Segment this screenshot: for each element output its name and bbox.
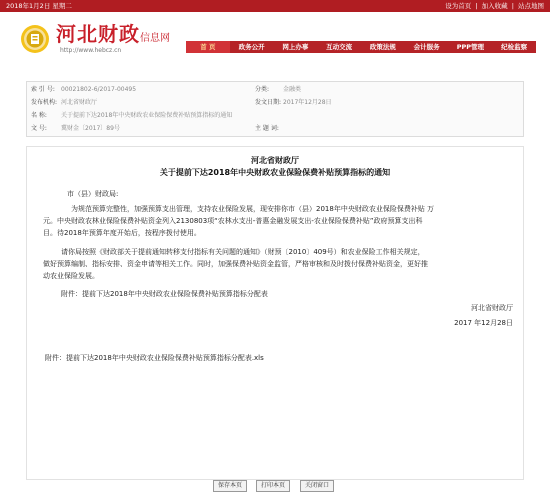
date-value: 2017年12月28日 <box>283 99 332 106</box>
current-date: 2018年1月2日 星期二 <box>6 2 72 10</box>
index-label: 索 引 号: <box>31 86 55 93</box>
sitemap-link[interactable]: 站点地图 <box>518 2 544 10</box>
close-window-button[interactable]: 关闭窗口 <box>300 480 334 492</box>
sign-date: 2017 年12月28日 <box>454 319 513 327</box>
article-title: 关于提前下达2018年中央财政农业保险保费补贴预算指标的通知 <box>159 168 391 177</box>
main-nav <box>186 41 536 53</box>
nav-item-home[interactable]: 首 页 <box>186 41 230 53</box>
set-homepage-link[interactable]: 设为首页 <box>445 2 472 10</box>
sign-organization: 河北省财政厅 <box>471 304 513 312</box>
add-favorite-link[interactable]: 加入收藏 <box>481 2 508 10</box>
top-bar <box>0 0 550 12</box>
meta-row <box>27 110 523 121</box>
meta-row <box>27 123 523 134</box>
page-actions <box>0 480 550 504</box>
site-name-main: 河北财政 <box>56 22 140 46</box>
paragraph-line: 为规范预算完整性，加强预算支出管理，支持农业保险发展，现安排你市（县）2018年中央财政农业保险保费补贴 万 <box>71 205 435 213</box>
article-body <box>26 146 524 480</box>
nav-item-accounting[interactable]: 会计服务 <box>413 43 440 51</box>
nav-item-ppp[interactable]: PPP管理 <box>456 43 485 51</box>
org-label: 发布机构: <box>31 99 58 106</box>
site-url: http://www.hebcz.cn <box>60 47 122 54</box>
meta-row <box>27 97 523 108</box>
index-value: 00021802-6/2017-00495 <box>61 86 137 93</box>
paragraph-line: 动农业保险发展。 <box>43 272 99 280</box>
save-page-button[interactable]: 保存本页 <box>213 480 247 492</box>
greeting: 市（县）财政局: <box>67 190 119 198</box>
category-value: 金融类 <box>283 86 302 93</box>
site-name-suffix: 信息网 <box>140 33 170 44</box>
date-label: 发文日期: <box>255 99 282 106</box>
attachment-note: 附件：提前下达2018年中央财政农业保险保费补贴预算指标分配表 <box>61 290 268 298</box>
nav-item-policies[interactable]: 政策法规 <box>369 43 396 51</box>
article-issuer-title: 河北省财政厅 <box>251 156 299 165</box>
document-meta-box <box>26 81 524 137</box>
site-logo-icon[interactable] <box>20 24 50 54</box>
category-label: 分类: <box>255 86 270 93</box>
paragraph-line: 做好预算编制、指标安排、资金申请等相关工作。同时，加强保费补贴资金监管，严格审核和及时拨付保费补贴资金，更好推 <box>43 260 428 268</box>
nav-item-online-services[interactable]: 网上办事 <box>282 43 309 51</box>
nav-item-discipline[interactable]: 纪检监察 <box>501 43 528 51</box>
site-header <box>0 12 550 64</box>
top-link-separator: | <box>511 2 514 10</box>
site-name[interactable] <box>56 23 170 50</box>
doc-number-label: 文 号: <box>31 125 47 132</box>
paragraph-line: 请你局按照《财政部关于提前通知转移支付指标有关问题的通知》（财预〔2010〕409号）和农业保险工作相关规定， <box>61 248 425 256</box>
paragraph-line: 目。待2018年预算年度开始后，按程序拨付使用。 <box>43 229 201 237</box>
doc-number-value: 冀财金〔2017〕89号 <box>61 125 120 132</box>
org-value: 河北省财政厅 <box>61 99 98 106</box>
meta-row <box>27 84 523 95</box>
keyword-label: 主 题 词: <box>255 125 279 132</box>
top-link-separator: | <box>475 2 478 10</box>
nav-item-interaction[interactable]: 互动交流 <box>326 43 353 51</box>
attachment-file-link[interactable]: 附件：提前下达2018年中央财政农业保险保费补贴预算指标分配表.xls <box>45 354 264 362</box>
nav-item-gov-affairs[interactable]: 政务公开 <box>238 43 265 51</box>
print-page-button[interactable]: 打印本页 <box>256 480 290 492</box>
paragraph-line: 元。中央财政农林业保险保费补贴资金列入2130803项“农林水支出-普惠金融发展支出-农业保险保费补贴”政府预算支出科 <box>43 217 423 225</box>
name-label: 名 称: <box>31 112 47 119</box>
name-value: 关于提前下达2018年中央财政农业保险保费补贴预算指标的通知 <box>61 112 233 119</box>
top-links <box>443 0 544 12</box>
